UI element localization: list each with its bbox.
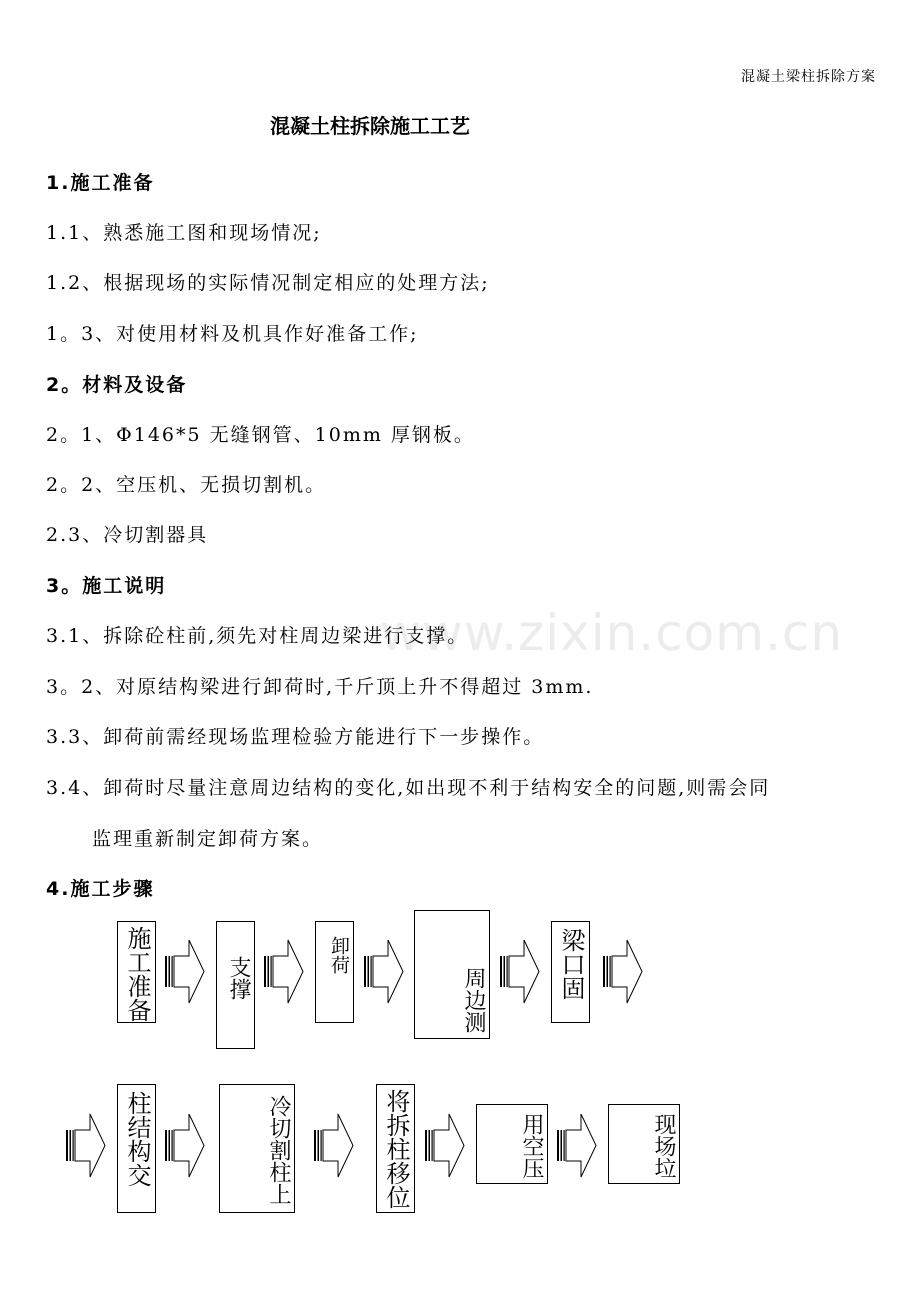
item-3-2: 3。2、对原结构梁进行卸荷时,千斤顶上升不得超过 3mm. [46,676,594,698]
item-2-2: 2。2、空压机、无损切割机。 [46,474,327,496]
flow-arrow-icon [425,1112,465,1179]
watermark: www.zixin.com.cn [380,604,844,662]
flow-arrow-icon [364,938,404,1005]
flow-step-site-cleanup [608,1104,680,1184]
flow-arrow-icon [264,938,304,1005]
flow-arrow-icon [557,1112,597,1179]
item-3-4-continued: 监理重新制定卸荷方案。 [92,828,324,850]
flow-step-label: 支撑 [226,956,251,1000]
flow-step-label: 卸荷 [328,936,350,974]
flow-step-label: 将拆柱移位 [382,1089,410,1209]
section-heading-2: 2。材料及设备 [46,374,188,396]
item-2-3: 2.3、冷切割器具 [46,524,209,546]
flow-step-label: 冷切割柱上 [266,1095,291,1205]
flow-arrow-icon [314,1112,354,1179]
flow-step-support [216,921,255,1049]
flow-step-label: 周边测 [461,967,486,1033]
flow-step-label: 用空压 [519,1113,544,1179]
flow-step-label: 现场垃 [651,1113,676,1179]
flow-step-label: 柱结构交 [123,1091,151,1187]
item-1-3: 1。3、对使用材料及机具作好准备工作; [46,323,419,345]
flow-step-cold-cut [219,1084,295,1213]
item-2-1: 2。1、Φ146*5 无缝钢管、10mm 厚钢板。 [46,424,475,446]
flow-arrow-icon [66,1112,106,1179]
item-3-4: 3.4、卸荷时尽量注意周边结构的变化,如出现不利于结构安全的问题,则需会同 [46,777,771,799]
item-3-1: 3.1、拆除砼柱前,须先对柱周边梁进行支撑。 [46,625,469,647]
flow-step-structure [117,1084,156,1213]
section-heading-3: 3。施工说明 [46,575,167,597]
page-title: 混凝土柱拆除施工工艺 [270,114,470,138]
section-heading-1: 1.施工准备 [46,172,155,194]
item-1-2: 1.2、根据现场的实际情况制定相应的处理方法; [46,272,490,294]
header-doc-name: 混凝土梁柱拆除方案 [741,69,876,85]
flow-arrow-icon [603,938,643,1005]
flow-step-label: 施工准备 [123,926,151,1022]
flow-step-air-compressor [476,1104,548,1184]
flow-step-label: 梁口固 [557,928,585,1000]
item-1-1: 1.1、熟悉施工图和现场情况; [46,222,322,244]
flow-arrow-icon [165,1112,205,1179]
flow-step-move-column [376,1084,415,1213]
item-3-3: 3.3、卸荷前需经现场监理检验方能进行下一步操作。 [46,726,545,748]
flow-step-prepare [117,921,156,1023]
flow-step-unload [315,921,354,1023]
flow-arrow-icon [500,938,540,1005]
flow-step-fix-beam [551,921,590,1023]
section-heading-4: 4.施工步骤 [46,878,155,900]
flow-arrow-icon [165,938,205,1005]
flow-step-survey [414,910,490,1039]
